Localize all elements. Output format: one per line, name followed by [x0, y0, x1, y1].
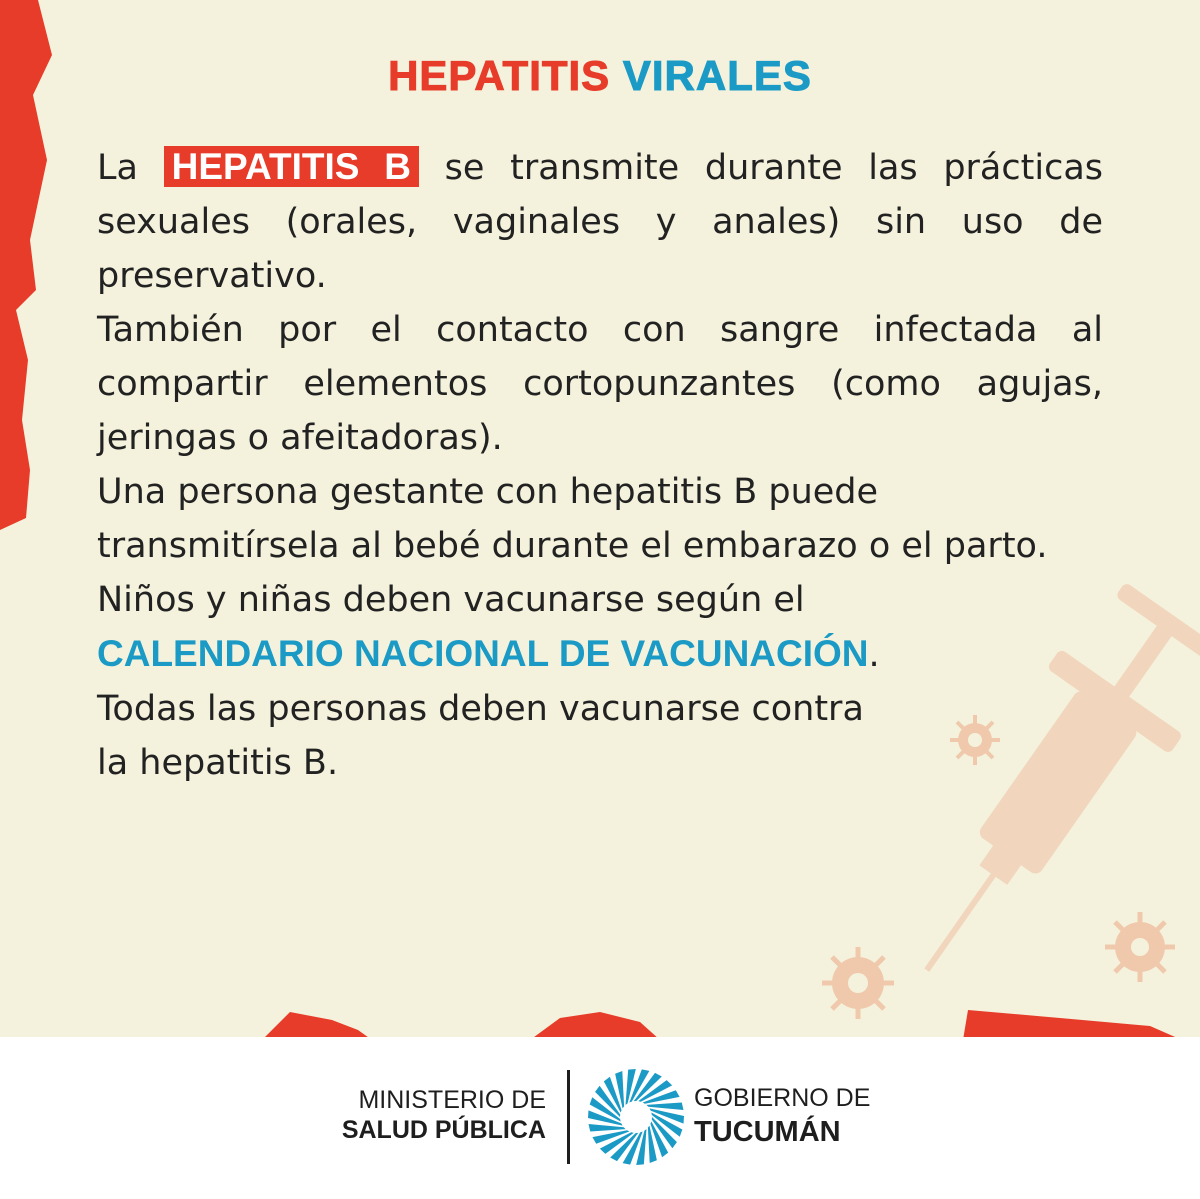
government-line-1: GOBIERNO DE	[694, 1084, 871, 1112]
ministry-line-2: SALUD PÚBLICA	[341, 1116, 546, 1144]
logo-ray	[646, 1103, 683, 1110]
p4-text-after: .	[868, 635, 880, 675]
tucuman-sun-logo-icon	[586, 1067, 686, 1167]
paragraph-transmission-sexual	[97, 140, 1103, 303]
paragraph-transmission-blood: También por el contacto con sangre infectada al compartir elementos cortopunzantes (como agujas, jeringas o afeitadoras).	[97, 310, 1103, 458]
p1-text-before: La	[97, 148, 138, 188]
red-torn-piece-2	[530, 1012, 660, 1040]
p5-line-1: Todas las personas deben vacunarse contra	[97, 689, 864, 729]
paragraph-everyone-vaccination	[97, 682, 1103, 790]
title-part-hepatitis: HEPATITIS	[388, 52, 611, 99]
title-part-virales: VIRALES	[622, 52, 812, 99]
red-torn-piece-1	[262, 1012, 372, 1040]
footer-divider	[567, 1070, 570, 1164]
p5-line-2: la hepatitis B.	[97, 743, 339, 783]
p4-text-before: Niños y niñas deben vacunarse según el	[97, 580, 805, 620]
paragraph-children-vaccination	[97, 573, 1103, 682]
virus-icon	[1105, 912, 1175, 982]
paragraph-transmission-pregnancy: Una persona gestante con hepatitis B puede transmitírsela al bebé durante el embarazo o el parto.	[97, 472, 1048, 566]
page-title	[0, 52, 1200, 100]
footer	[0, 1037, 1200, 1199]
p1-text-after: se transmite durante las prácticas sexuales (orales, vaginales y anales) sin uso de preservativo.	[97, 148, 1103, 296]
hepatitis-b-highlight: HEPATITIS B	[164, 146, 419, 187]
body-text	[97, 140, 1103, 790]
logo-ray	[589, 1124, 626, 1131]
ministry-line-1: MINISTERIO DE	[358, 1086, 546, 1114]
calendar-highlight: CALENDARIO NACIONAL DE VACUNACIÓN	[97, 633, 869, 674]
red-torn-piece-3	[963, 1010, 1182, 1040]
government-line-2: TUCUMÁN	[694, 1116, 841, 1148]
ministry-name	[342, 1085, 546, 1145]
government-name	[694, 1081, 870, 1149]
virus-icon	[822, 947, 894, 1019]
